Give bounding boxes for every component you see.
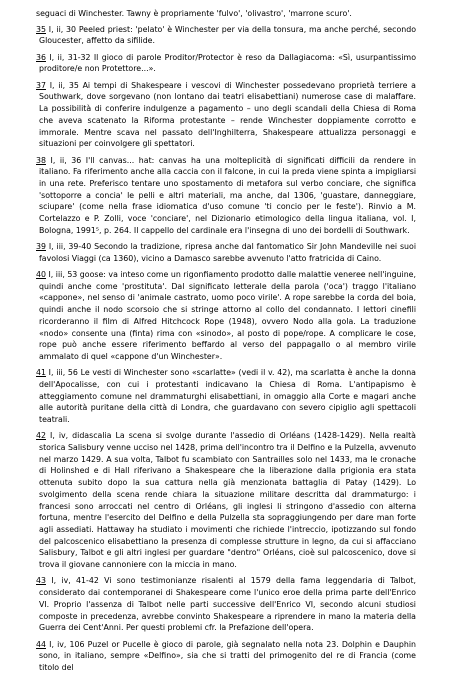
footnote-text: I, ii, 35 Ai tempi di Shakespeare i vescovi di Winchester possedevano proprietà terriere a Southwark, dove sorgevano (non lontano dai teatri elisabettiani) numerose case di malaffare. La possibilità di conferire indulgenze a pagamento – uno degli scandali della Chiesa di Roma che aveva scatenato la Riforma protestante – rende Winchester doppiamente corrotto e immorale. Mentre scava nel passato dell'Inghilterra, Shakespeare attualizza personaggi e situazioni per coinvolgere gli spettatori. [39,80,416,149]
footnote-text: I, iii, 56 Le vesti di Winchester sono «scarlatte» (vedi il v. 42), ma scarlatta è anche la donna dell'Apocalisse, con cui i protestanti indicavano la Chiesa di Roma. L'antipapismo è atteggiamento comune nel drammaturghi elisabettiani, in omaggio alla Corte e magari anche alle autorità puritane della città di Londra, che guardavano con severo cipiglio agli spettacoli teatrali. [39,368,416,425]
footnote-38 [36,155,416,237]
continued-note-text: seguaci di Winchester. Tawny è propriamente 'fulvo', 'olivastro', 'marrone scuro'. [36,9,352,18]
footnote-number[interactable]: 36 [36,52,46,62]
footnote-43 [36,575,416,634]
footnote-number[interactable]: 43 [36,576,46,586]
footnote-35 [36,24,416,47]
footnote-42 [36,430,416,570]
footnote-text: I, ii, 30 Peeled priest: 'pelato' è Winchester per via della tonsura, ma anche perché, secondo Gloucester, affetto da sifilide. [39,24,416,46]
footnote-number[interactable]: 44 [36,639,46,649]
footnote-40 [36,269,416,363]
footnote-number[interactable]: 39 [36,242,46,252]
footnote-text: I, ii, 31-32 Il gioco di parole Proditor/Protector è reso da Dallagiacoma: «Sì, usurpantissimo proditore/e non Protettore...». [39,52,416,74]
footnote-37 [36,80,416,150]
footnote-44 [36,639,416,674]
footnote-text: I, iv, 106 Puzel or Pucelle è gioco di parole, già segnalato nella nota 23. Dolphin e Dauphin sono, in italiano, sempre «Delfino», sia che si tratti del primogenito del re di Francia (come titolo del [39,639,416,672]
footnote-number[interactable]: 38 [36,155,46,165]
footnote-text: I, iii, 53 goose: va inteso come un rigonfiamento prodotto dalle malattie veneree nell'inguine, quindi anche come 'prostituta'. Dal significato letterale della parola ('oca') traggo l'italiano «cappone», nel senso di 'animale castrato, uomo poco virile'. A rope sarebbe la corda del boia, quindi anche il nodo scorsoio che si stringe attorno al collo del condannato. I lettori cinefili ricorderanno il film di Alfred Hitchcock Rope (1948), ovvero Nodo alla gola. La traduzione «nodo» consente una (finta) rima con «sinodo», al posto di pope/rope. A complicare le cose, rope può anche essere riferimento beffardo al verso del pappagallo o al membro virile ammalato di quel «cappone d'un Winchester». [39,270,416,361]
footnote-text: I, iv, 41-42 Vi sono testimonianze risalenti al 1579 della fama leggendaria di Talbot, considerato dai contemporanei di Shakespeare come l'unico eroe della prima parte dell'Enrico VI. Proprio l'assenza di Talbot nelle parti successive dell'Enrico VI, secondo alcuni studiosi composte in precedenza, avrebbe convinto Shakespeare a riprendere in mano la materia della Guerra dei Cent'Anni. Per questi problemi cfr. la Prefazione dell'opera. [39,576,416,633]
footnote-36 [36,52,416,75]
footnote-text: I, iv, didascalia La scena si svolge durante l'assedio di Orléans (1428-1429). Nella realtà storica Salisbury venne ucciso nel 1428, prima dell'incontro tra il Delfino e la Pulzella, avvenuto nel marzo 1429. A sua volta, Talbot fu scambiato con Santrailles solo nel 1433, ma le cronache di Holinshed e di Hall riferivano a Shakespeare che la liberazione dalla prigionia era stata ottenuta subito dopo la sua cattura nella già menzionata battaglia di Patay (1429). Lo svolgimento della scena rende chiara la situazione militare descritta dal drammaturgo: i francesi sono arroccati nel centro di Orléans, gli inglesi li stringono d'assedio con alterna fortuna, mentre l'esercito del Delfino e della Pulzella sta sopraggiungendo per dare man forte agli assediati. Hattaway ha studiato i movimenti che richiede l'intreccio, ipotizzando sul fondo del palcoscenico elisabettiano la presenza di complesse strutture in legno, da cui si affacciano Salisbury, Talbot e gli altri inglesi per guardare "dentro" Orléans, cioè sul palcoscenico, dove si trova il giovane cannoniere con la miccia in mano. [39,431,416,570]
footnote-text: I, iii, 39-40 Secondo la tradizione, ripresa anche dal fantomatico Sir John Mandeville nei suoi favolosi Viaggi (ca 1360), vicino a Damasco sarebbe avvenuto l'atto fratricida di Caino. [39,242,416,263]
footnote-number[interactable]: 42 [36,431,46,441]
footnote-text: I, ii, 36 I'll canvas... hat: canvas ha una molteplicità di significati difficili da rendere in italiano. Fa riferimento anche alla caccia con il falcone, in cui la preda viene spinta a impigliarsi in una rete. Preferisco tentare uno spostamento di metafora sul verbo conciare, che significa 'sottoporre a concia' le pelli e altri materiali, ma anche, dal 1306, 'guastare, danneggiare, sciupare' (come nella frase idiomatica d'uso comune 'ti concio per le feste'). Rinvio a M. Cortelazzo e P. Zolli, voce 'conciare', nel Dizionario etimologico della lingua italiana, vol. I, Bologna, 1991⁵, p. 264. Il cappello del cardinale era l'insegna di uno dei bordelli di Southwark. [39,155,416,235]
footnote-39 [36,241,416,264]
footnote-number[interactable]: 37 [36,80,46,90]
footnote-number[interactable]: 40 [36,270,46,280]
footnote-41 [36,367,416,426]
footnote-number[interactable]: 35 [36,24,46,34]
footnote-number[interactable]: 41 [36,368,46,378]
